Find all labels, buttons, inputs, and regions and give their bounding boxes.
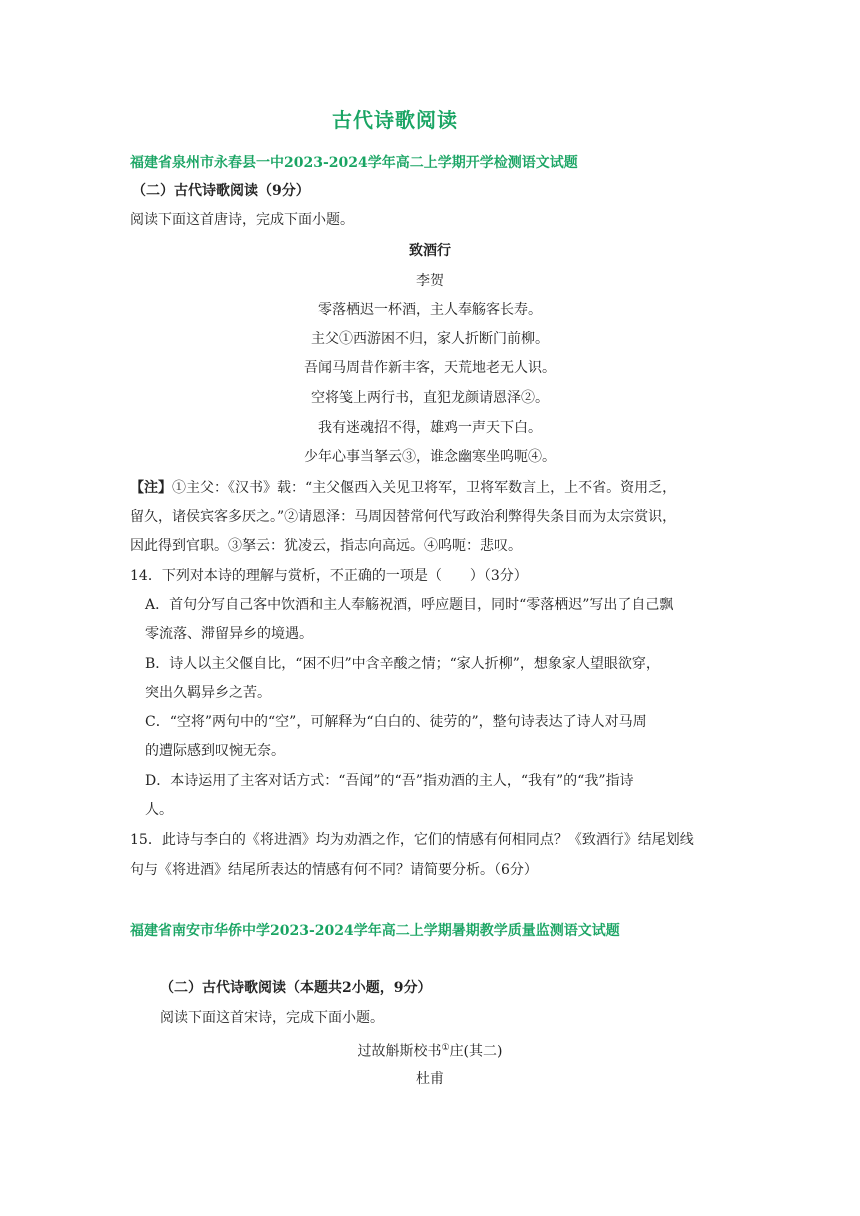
option-d-line2: 人。	[145, 802, 173, 818]
poem1-line: 少年心事当拏云③，谁念幽寒坐呜呃④。	[304, 449, 556, 465]
document-title: 古代诗歌阅读	[332, 108, 458, 132]
poem1-line: 主父①西游困不归，家人折断门前柳。	[311, 331, 549, 347]
question-14: 14．下列对本诗的理解与赏析，不正确的一项是（ ）（3分）	[130, 568, 528, 584]
option-c-line2: 的遭际感到叹惋无奈。	[145, 743, 285, 759]
poem1-title: 致酒行	[409, 243, 451, 259]
section1-instruction: 阅读下面这首唐诗，完成下面小题。	[130, 212, 354, 228]
poem1-line: 吾闻马周昔作新丰客，天荒地老无人识。	[304, 360, 556, 376]
section2-source: 福建省南安市华侨中学2023-2024学年高二上学期暑期教学质量监测语文试题	[130, 923, 620, 939]
poem1-line: 空将笺上两行书，直犯龙颜请恩泽②。	[311, 390, 549, 406]
note-text: ①主父：《汉书》载：“主父偃西入关见卫将军，卫将军数言上，上不省。资用乏，	[172, 480, 677, 496]
poem1-line: 零落栖迟一杯酒，主人奉觞客长寿。	[318, 302, 542, 318]
note-line: 留久，诸侯宾客多厌之。”②请恩泽：马周因替常何代写政治利弊得失条目而为太宗赏识，	[130, 509, 677, 525]
poem1-line: 我有迷魂招不得，雄鸡一声天下白。	[318, 420, 542, 436]
poem2-title	[130, 1038, 730, 1062]
section1-source: 福建省泉州市永春县一中2023-2024学年高二上学期开学检测语文试题	[130, 155, 578, 171]
note-line: 因此得到官职。③拏云：犹凌云，指志向高远。④呜呃：悲叹。	[130, 538, 522, 554]
poem2-title-footnote-mark: ①	[441, 1043, 450, 1053]
option-b-line1: B．诗人以主父偃自比，“困不归”中含辛酸之情；“家人折柳”，想象家人望眼欲穿，	[145, 656, 660, 672]
option-b-line2: 突出久羁异乡之苦。	[145, 685, 271, 701]
section2-instruction: 阅读下面这首宋诗，完成下面小题。	[160, 1010, 384, 1026]
section1-heading: （二）古代诗歌阅读（9分）	[132, 183, 310, 199]
question-15-line2: 句与《将进酒》结尾所表达的情感有何不同？请简要分析。（6分）	[130, 862, 538, 878]
question-15-line1: 15．此诗与李白的《将进酒》均为劝酒之作，它们的情感有何相同点？《致酒行》结尾划线	[130, 832, 694, 848]
option-a-line2: 零流落、滞留异乡的境遇。	[145, 626, 313, 642]
poem2-title-part-a: 过故斛斯校书	[357, 1043, 442, 1060]
section2-heading: （二）古代诗歌阅读（本题共2小题，9分）	[160, 980, 432, 996]
poem2-author: 杜甫	[416, 1071, 444, 1087]
option-d-line1: D．本诗运用了主客对话方式：“吾闻”的“吾”指劝酒的主人，“我有”的“我”指诗	[145, 773, 634, 789]
poem2-title-part-b: 庄(其二)	[449, 1043, 503, 1060]
poem1-author: 李贺	[416, 273, 444, 289]
note-line	[130, 478, 676, 498]
note-label: 【注】	[130, 480, 172, 496]
option-c-line1: C．“空将”两句中的“空”，可解释为“白白的、徒劳的”，整句诗表达了诗人对马周	[145, 714, 647, 730]
option-a-line1: A．首句分写自己客中饮酒和主人奉觞祝酒，呼应题目，同时“零落栖迟”写出了自己飘	[145, 597, 674, 613]
